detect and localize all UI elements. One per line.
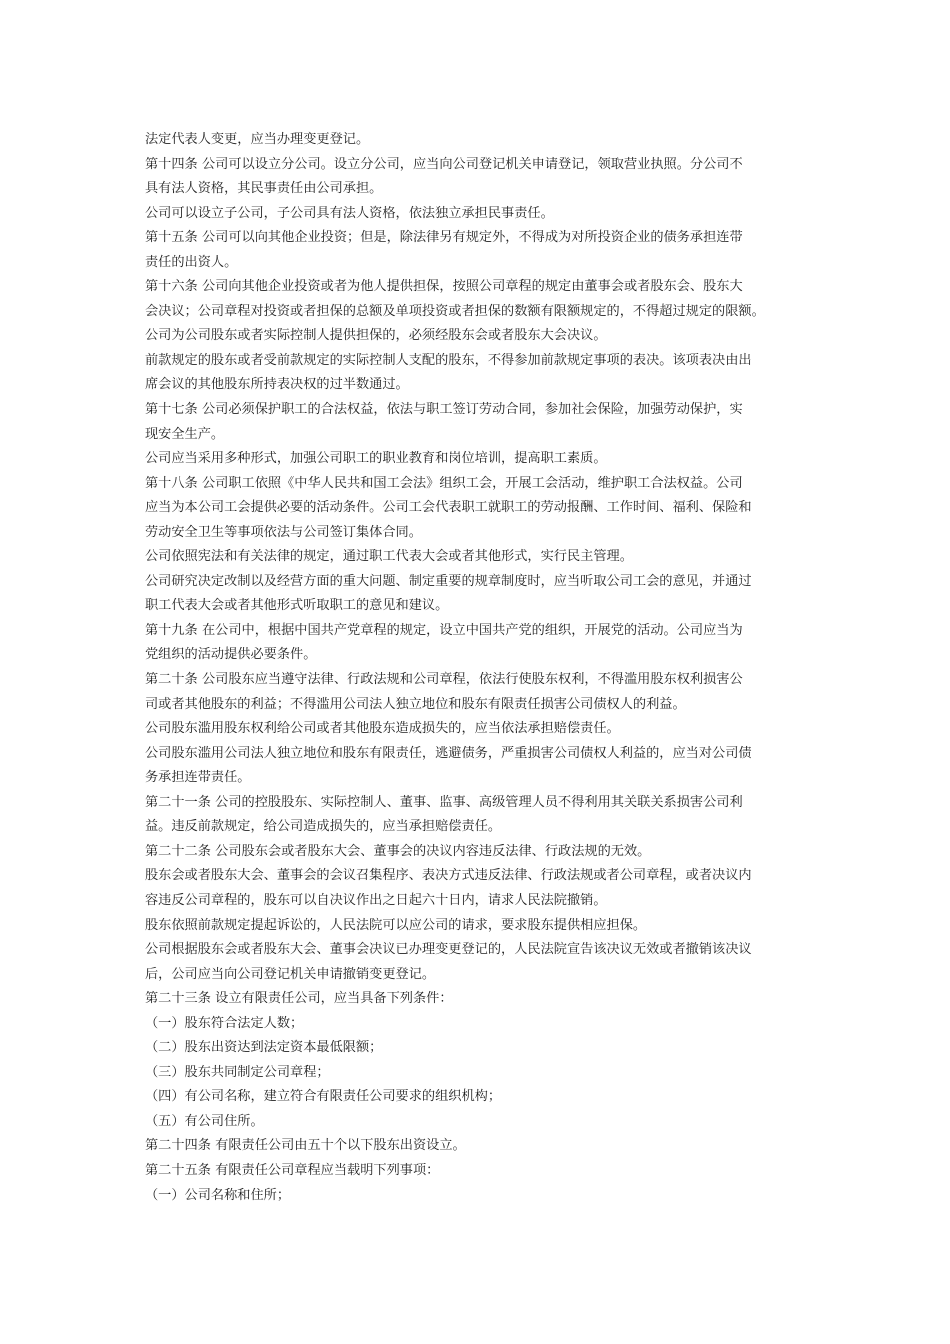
- text-line: 股东会或者股东大会、董事会的会议召集程序、表决方式违反法律、行政法规或者公司章程，或者决议内: [145, 868, 752, 884]
- text-line: 具有法人资格，其民事责任由公司承担。: [145, 181, 383, 197]
- text-line: 法定代表人变更，应当办理变更登记。: [145, 132, 370, 147]
- text-line: 务承担连带责任。: [145, 770, 251, 786]
- text-line: 公司股东滥用公司法人独立地位和股东有限责任，逃避债务，严重损害公司债权人利益的，应当对公司债: [145, 745, 752, 761]
- text-line: 第十四条 公司可以设立分公司。设立分公司，应当向公司登记机关申请登记，领取营业执照。分公司不: [145, 156, 743, 172]
- text-line: 现安全生产。: [145, 426, 225, 442]
- text-line: 公司研究决定改制以及经营方面的重大问题、制定重要的规章制度时，应当听取公司工会的意见，并通过: [145, 573, 752, 589]
- text-line: 党组织的活动提供必要条件。: [145, 647, 317, 663]
- text-line: （四）有公司名称，建立符合有限责任公司要求的组织机构；: [145, 1089, 502, 1105]
- text-line: （二）股东出资达到法定资本最低限额；: [145, 1040, 383, 1056]
- text-line: 公司根据股东会或者股东大会、董事会决议已办理变更登记的，人民法院宣告该决议无效或者撤销该决议: [145, 942, 752, 958]
- text-line: 第二十四条 有限责任公司由五十个以下股东出资设立。: [145, 1138, 466, 1154]
- text-line: 后，公司应当向公司登记机关申请撤销变更登记。: [145, 966, 436, 982]
- text-line: 第十五条 公司可以向其他企业投资；但是，除法律另有规定外，不得成为对所投资企业的债务承担连带: [145, 230, 743, 246]
- text-line: 第二十三条 设立有限责任公司，应当具备下列条件：: [145, 991, 453, 1007]
- text-line: 第十六条 公司向其他企业投资或者为他人提供担保，按照公司章程的规定由董事会或者股东会、股东大: [145, 279, 743, 295]
- text-line: 公司股东滥用股东权利给公司或者其他股东造成损失的，应当依法承担赔偿责任。: [145, 721, 620, 737]
- text-line: 容违反公司章程的，股东可以自决议作出之日起六十日内，请求人民法院撤销。: [145, 892, 607, 908]
- text-line: 责任的出资人。: [145, 254, 238, 270]
- text-line: 第二十五条 有限责任公司章程应当载明下列事项：: [145, 1162, 440, 1178]
- text-line: 公司为公司股东或者实际控制人提供担保的，必须经股东会或者股东大会决议。: [145, 328, 607, 344]
- text-line: 益。违反前款规定，给公司造成损失的，应当承担赔偿责任。: [145, 819, 502, 835]
- text-line: （一）公司名称和住所；: [145, 1187, 291, 1203]
- text-line: （五）有公司住所。: [145, 1113, 264, 1129]
- document-body: [145, 128, 817, 1208]
- text-line: 第二十二条 公司股东会或者股东大会、董事会的决议内容违反法律、行政法规的无效。: [145, 843, 651, 859]
- text-line: 第十七条 公司必须保护职工的合法权益，依法与职工签订劳动合同，参加社会保险，加强劳动保护，实: [145, 402, 743, 418]
- text-line: 劳动安全卫生等事项依法与公司签订集体合同。: [145, 524, 422, 540]
- text-line: 股东依照前款规定提起诉讼的，人民法院可以应公司的请求，要求股东提供相应担保。: [145, 917, 647, 933]
- text-line: （三）股东共同制定公司章程；: [145, 1064, 330, 1080]
- text-line: 公司可以设立子公司，子公司具有法人资格，依法独立承担民事责任。: [145, 205, 554, 221]
- text-line: 前款规定的股东或者受前款规定的实际控制人支配的股东，不得参加前款规定事项的表决。该项表决由出: [145, 352, 752, 368]
- text-line: 公司应当采用多种形式，加强公司职工的职业教育和岗位培训，提高职工素质。: [145, 451, 607, 467]
- text-line: 第二十一条 公司的控股股东、实际控制人、董事、监事、高级管理人员不得利用其关联关系损害公司利: [145, 794, 743, 810]
- text-line: （一）股东符合法定人数；: [145, 1015, 304, 1031]
- text-line: 第十九条 在公司中，根据中国共产党章程的规定，设立中国共产党的组织，开展党的活动。公司应当为: [145, 622, 743, 638]
- text-line: 应当为本公司工会提供必要的活动条件。公司工会代表职工就职工的劳动报酬、工作时间、福利、保险和: [145, 500, 752, 516]
- text-line: 司或者其他股东的利益；不得滥用公司法人独立地位和股东有限责任损害公司债权人的利益。: [145, 696, 686, 712]
- text-line: 席会议的其他股东所持表决权的过半数通过。: [145, 377, 409, 393]
- text-line: 公司依照宪法和有关法律的规定，通过职工代表大会或者其他形式，实行民主管理。: [145, 549, 633, 565]
- text-line: 第十八条 公司职工依照《中华人民共和国工会法》组织工会，开展工会活动，维护职工合法权益。公司: [145, 475, 743, 491]
- text-line: 会决议；公司章程对投资或者担保的总额及单项投资或者担保的数额有限额规定的，不得超过规定的限额。: [145, 303, 765, 319]
- text-line: 第二十条 公司股东应当遵守法律、行政法规和公司章程，依法行使股东权利，不得滥用股东权利损害公: [145, 672, 743, 688]
- text-line: 职工代表大会或者其他形式听取职工的意见和建议。: [145, 598, 449, 614]
